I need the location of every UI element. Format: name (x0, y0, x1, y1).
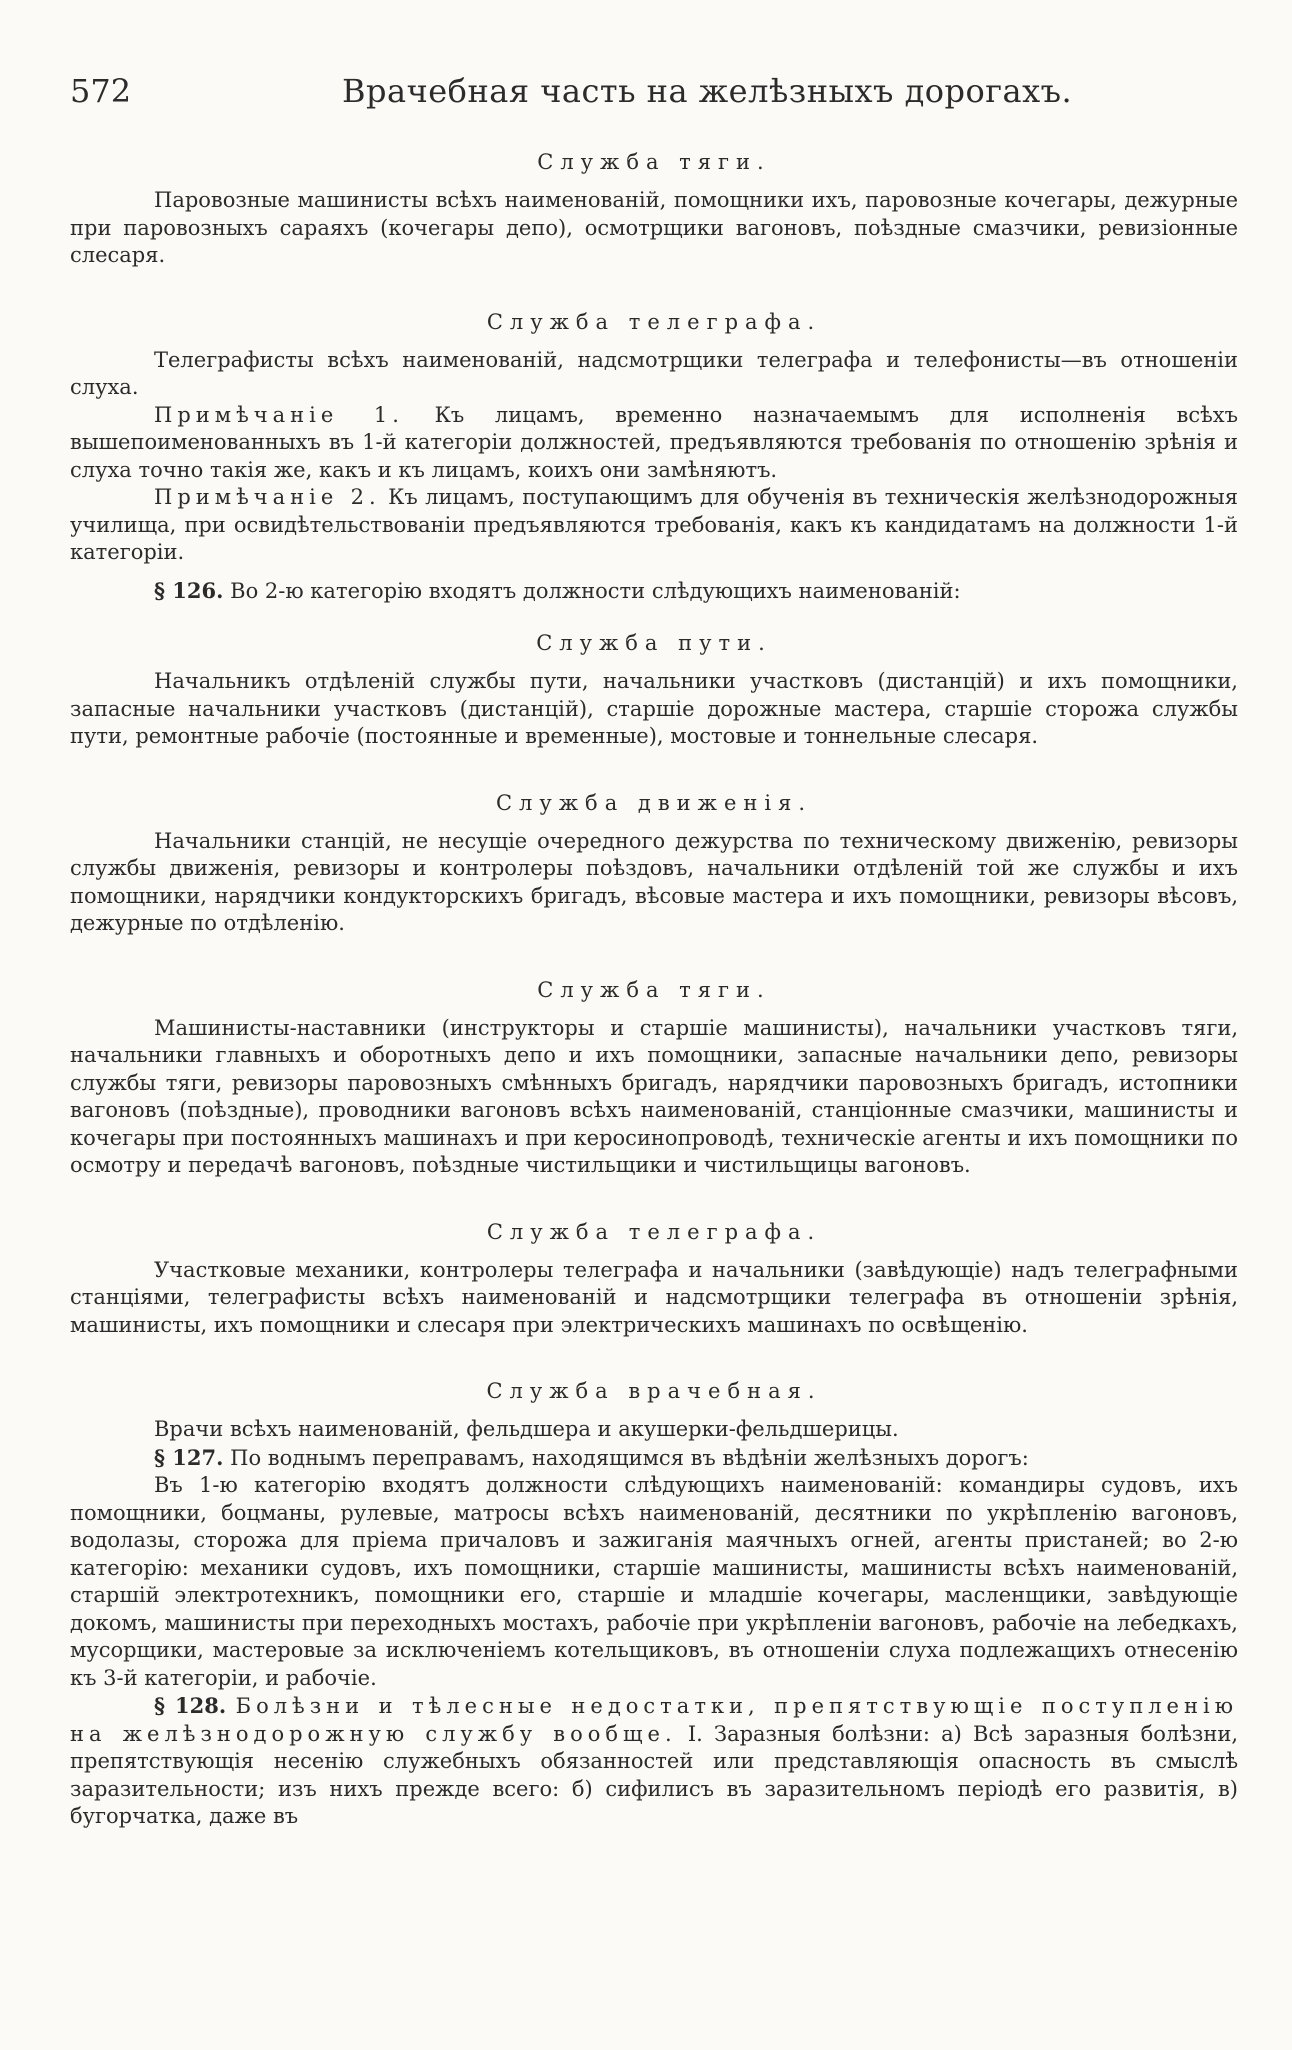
section-127-text: По воднымъ переправамъ, находящимся въ вѣдѣніи желѣзныхъ дорогъ: (230, 1445, 1029, 1470)
section-126-text: Во 2-ю категорію входятъ должности слѣдующихъ наименованій: (230, 578, 961, 603)
paragraph-traction-1: Паровозные машинисты всѣхъ наименованій, помощники ихъ, паровозные кочегары, дежурные при паровозныхъ сараяхъ (кочегары депо), осмотрщики вагоновъ, поѣздные смазчики, ревизіонные слесаря. (70, 188, 1238, 267)
section-127-number: § 127. (154, 1444, 224, 1470)
page-body (70, 150, 1238, 1831)
note-1-text: Къ лицамъ, временно назначаемымъ для исполненія всѣхъ вышепоименованныхъ въ 1-й категоріи должностей, предъявляются требованія по отношенію зрѣнія и слуха точно такія же, какъ и къ лицамъ, коихъ они замѣняютъ. (70, 402, 1238, 482)
note-1 (70, 402, 1238, 485)
section-title-traction-1: Служба тяги. (537, 150, 771, 174)
paragraph-medical: Врачи всѣхъ наименованій, фельдшера и акушерки-фельдшерицы. (154, 1417, 899, 1441)
section-126 (70, 577, 1238, 606)
paragraph-telegraph-1: Телеграфисты всѣхъ наименованій, надсмотрщики телеграфа и телефонисты—въ отношеніи слуха. (70, 347, 1238, 399)
paragraph-traction-2: Машинисты-наставники (инструкторы и старшіе машинисты), начальники участковъ тяги, начальники главныхъ и оборотныхъ депо и ихъ помощники, запасные начальники депо, ревизоры службы тяги, ревизоры паровозныхъ смѣнныхъ бригадъ, нарядчики паровозныхъ бригадъ, истопники вагоновъ (поѣздные), проводники вагоновъ всѣхъ наименованій, станціонные смазчики, машинисты и кочегары при постоянныхъ машинахъ и при керосинопроводѣ, техническіе агенты и ихъ помощники по осмотру и передачѣ вагоновъ, поѣздные чистильщики и чистильщицы вагоновъ. (70, 1015, 1238, 1177)
section-title-medical: Служба врачебная. (486, 1379, 822, 1403)
note-1-head: Примѣчаніе 1. (154, 402, 404, 427)
page-number: 572 (70, 72, 132, 110)
section-title-telegraph-1: Служба телеграфа. (486, 309, 822, 334)
running-title: Врачебная часть на желѣзныхъ дорогахъ. (342, 72, 1073, 110)
note-2-head: Примѣчаніе 2. (154, 485, 381, 509)
section-title-telegraph-2: Служба телеграфа. (486, 1219, 822, 1244)
note-2-text: Къ лицамъ, поступающимъ для обученія въ техническія желѣзнодорожныя училища, при освидѣтельствованіи предъявляются требованія, какъ къ кандидатамъ на должности 1-й категоріи. (70, 485, 1238, 564)
section-title-traction-2: Служба тяги. (537, 977, 771, 1002)
section-128-number: § 128. (154, 1693, 227, 1718)
section-128-text: I. Заразныя болѣзни: а) Всѣ заразныя болѣзни, препятствующія несенію служебныхъ обязанностей или представляющія опасность въ смыслѣ заразительности; изъ нихъ прежде всего: б) сифилисъ въ заразительномъ періодѣ его развитія, в) бугорчатка, даже въ (70, 1721, 1238, 1828)
paragraph-movement: Начальники станцій, не несущіе очередного дежурства по техническому движенію, ревизоры службы движенія, ревизоры и контролеры поѣздовъ, начальники отдѣленій той же службы и ихъ помощники, нарядчики кондукторскихъ бригадъ, вѣсовые мастера и ихъ помощники, ревизоры вѣсовъ, дежурные по отдѣленію. (70, 828, 1238, 935)
section-127 (70, 1444, 1238, 1473)
section-128 (70, 1692, 1238, 1831)
section-126-number: § 126. (154, 577, 224, 603)
note-2 (70, 484, 1238, 567)
page-header (70, 72, 1250, 120)
section-title-track: Служба пути. (536, 631, 772, 655)
section-title-movement: Служба движенія. (495, 790, 813, 815)
section-128-title: Болѣзни и тѣлесные недостатки, препятствующіе поступленію на желѣзнодорожную службу вообще. (70, 1694, 1238, 1746)
paragraph-track: Начальникъ отдѣленій службы пути, начальники участковъ (дистанцій) и ихъ помощники, запасные начальники участковъ (дистанцій), старшіе дорожные мастера, старшіе сторожа службы пути, ремонтные рабочіе (постоянные и временные), мостовые и тоннельные слесаря. (70, 669, 1238, 748)
paragraph-telegraph-2: Участковые механики, контролеры телеграфа и начальники (завѣдующіе) надъ телеграфными станціями, телеграфисты всѣхъ наименованій и надсмотрщики телеграфа въ отношеніи зрѣнія, машинисты, ихъ помощники и слесаря при электрическихъ машинахъ по освѣщенію. (70, 1257, 1238, 1337)
paragraph-water-crossings: Въ 1-ю категорію входятъ должности слѣдующихъ наименованій: командиры судовъ, ихъ помощники, боцманы, рулевые, матросы всѣхъ наименованій, десятники по укрѣпленію вагоновъ, водолазы, сторожа для пріема причаловъ и зажиганія маячныхъ огней, агенты пристаней; во 2-ю категорію: механики судовъ, ихъ помощники, старшіе машинисты, машинисты всѣхъ наименованій, старшій электротехникъ, помощники его, старшіе и младшіе кочегары, масленщики, завѣдующіе докомъ, машинисты при переходныхъ мостахъ, рабочіе при укрѣпленіи вагоновъ, рабочіе на лебедкахъ, мусорщики, мастеровые за исключеніемъ котельщиковъ, въ отношеніи слуха подлежащихъ отнесенію къ 3-й категоріи, и рабочіе. (70, 1473, 1238, 1690)
